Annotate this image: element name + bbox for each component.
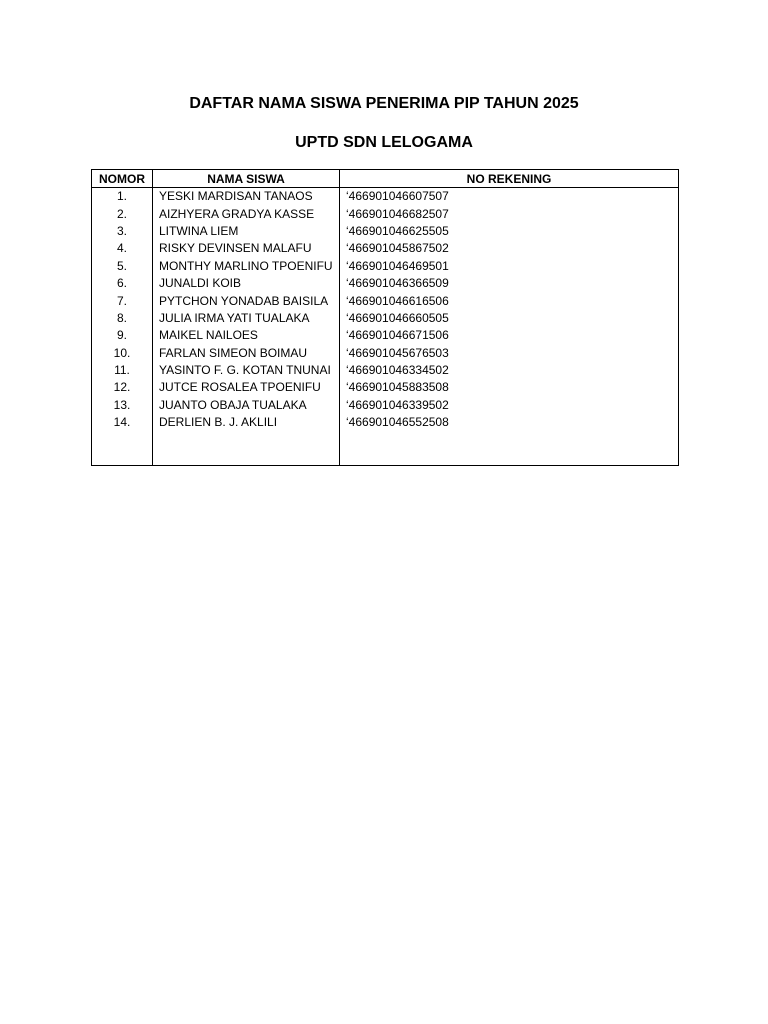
row-number: 1.: [92, 188, 153, 206]
account-number: ‘466901046671506: [340, 327, 679, 344]
empty-cell: [340, 431, 679, 465]
student-name: YESKI MARDISAN TANAOS: [153, 188, 340, 206]
table-row: [92, 223, 679, 240]
table-row: [92, 397, 679, 414]
account-number: ‘466901046469501: [340, 258, 679, 275]
row-number: 3.: [92, 223, 153, 240]
student-name: LITWINA LIEM: [153, 223, 340, 240]
header-no-rekening: NO REKENING: [340, 170, 679, 188]
table-body: [92, 188, 679, 466]
table-row: [92, 327, 679, 344]
row-number: 13.: [92, 397, 153, 414]
table-row: [92, 345, 679, 362]
student-name: PYTCHON YONADAB BAISILA: [153, 292, 340, 309]
account-number: ‘466901045883508: [340, 379, 679, 396]
row-number: 8.: [92, 310, 153, 327]
student-name: MONTHY MARLINO TPOENIFU: [153, 258, 340, 275]
student-name: AIZHYERA GRADYA KASSE: [153, 205, 340, 222]
table-filler-row: [92, 431, 679, 465]
account-number: ‘466901045867502: [340, 240, 679, 257]
account-number: ‘466901046660505: [340, 310, 679, 327]
table-row: [92, 205, 679, 222]
account-number: ‘466901046607507: [340, 188, 679, 206]
table-row: [92, 275, 679, 292]
table-row: [92, 258, 679, 275]
row-number: 11.: [92, 362, 153, 379]
row-number: 6.: [92, 275, 153, 292]
table-header-row: [92, 170, 679, 188]
student-name: MAIKEL NAILOES: [153, 327, 340, 344]
row-number: 10.: [92, 345, 153, 362]
document-subtitle: UPTD SDN LELOGAMA: [295, 134, 473, 151]
account-number: ‘466901046552508: [340, 414, 679, 431]
student-name: FARLAN SIMEON BOIMAU: [153, 345, 340, 362]
row-number: 12.: [92, 379, 153, 396]
student-name: DERLIEN B. J. AKLILI: [153, 414, 340, 431]
row-number: 7.: [92, 292, 153, 309]
table-row: [92, 310, 679, 327]
account-number: ‘466901046616506: [340, 292, 679, 309]
account-number: ‘466901045676503: [340, 345, 679, 362]
row-number: 4.: [92, 240, 153, 257]
document-title: DAFTAR NAMA SISWA PENERIMA PIP TAHUN 2025: [189, 95, 579, 112]
row-number: 9.: [92, 327, 153, 344]
empty-cell: [153, 431, 340, 465]
student-table: [91, 169, 679, 466]
student-name: JULIA IRMA YATI TUALAKA: [153, 310, 340, 327]
row-number: 5.: [92, 258, 153, 275]
account-number: ‘466901046625505: [340, 223, 679, 240]
student-name: RISKY DEVINSEN MALAFU: [153, 240, 340, 257]
account-number: ‘466901046366509: [340, 275, 679, 292]
row-number: 2.: [92, 205, 153, 222]
student-name: YASINTO F. G. KOTAN TNUNAI: [153, 362, 340, 379]
empty-cell: [92, 431, 153, 465]
student-name: JUANTO OBAJA TUALAKA: [153, 397, 340, 414]
table-row: [92, 292, 679, 309]
header-nomor: NOMOR: [92, 170, 153, 188]
table-row: [92, 414, 679, 431]
table-row: [92, 379, 679, 396]
header-nama-siswa: NAMA SISWA: [153, 170, 340, 188]
table-row: [92, 188, 679, 206]
account-number: ‘466901046339502: [340, 397, 679, 414]
row-number: 14.: [92, 414, 153, 431]
student-name: JUTCE ROSALEA TPOENIFU: [153, 379, 340, 396]
account-number: ‘466901046682507: [340, 205, 679, 222]
account-number: ‘466901046334502: [340, 362, 679, 379]
student-name: JUNALDI KOIB: [153, 275, 340, 292]
table-row: [92, 240, 679, 257]
table-row: [92, 362, 679, 379]
